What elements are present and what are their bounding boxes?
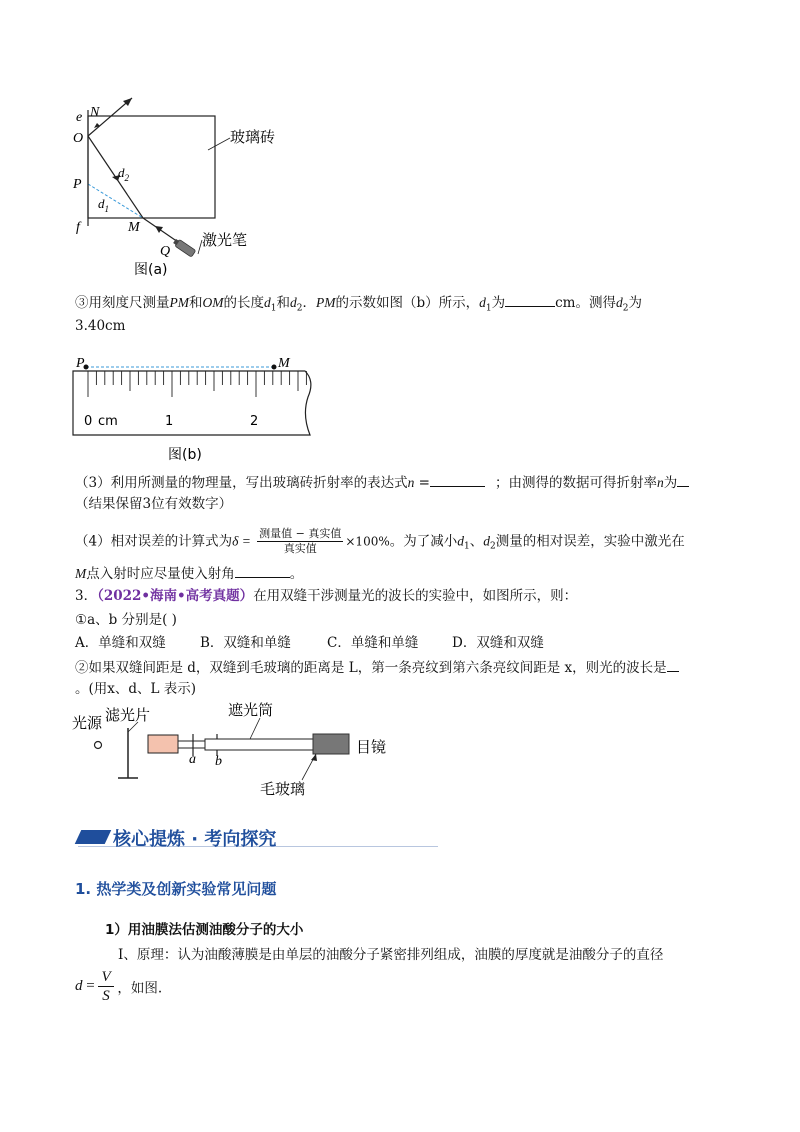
step3-line1: ③用刻度尺测量PM和OM的长度$d_1$和$d_2$．PM的示数如图（b）所示，$d_1$为 cm。测得$d_2$为 [75,292,642,319]
glass-leader [208,138,230,150]
heading-2: 1）用油膜法估测油酸分子的大小 [105,922,304,938]
section-bar [75,830,112,844]
light-source-icon [95,742,102,749]
label-o: O [73,131,84,146]
figure-a [60,90,320,280]
section-title: 核心提炼 · 考向探究 [113,829,277,850]
q3-sub-line2: （结果保留3位有效数字） [75,496,233,512]
answer-blank-n[interactable] [677,472,689,487]
tick-label-2: 2 [250,414,259,429]
answer-blank-d1[interactable] [505,292,555,307]
label-e: e [76,110,83,125]
point-m [272,365,277,370]
label-tube: 遮光筒 [228,701,274,719]
figure-c-double-slit [70,698,430,828]
laser-pen [172,238,196,257]
eyepiece-block [313,734,349,754]
formula-d: d = $\frac{V}{S}$ ，如图. [75,969,163,1004]
answer-blank-lambda[interactable] [667,657,679,672]
tube-leader [250,718,260,739]
laser-label: 激光笔 [202,231,248,249]
label-m: M [128,220,140,235]
q3-option-d[interactable]: D．双缝和双缝 [452,635,544,651]
label-f: f [76,220,80,235]
tick-label-1: 1 [165,414,174,429]
ray-qm-arrow [155,226,163,233]
q3-option-b[interactable]: B．双缝和单缝 [200,635,291,651]
label-p-b: P [76,356,85,371]
label-a: a [189,752,196,767]
ray-n-arrow [94,123,100,128]
label-glass: 毛玻璃 [260,780,306,798]
q3-item1: ①a、b 分别是( ) [75,612,177,628]
tick-label-cm: cm [98,414,118,429]
label-n: N [90,105,100,120]
heading-1: 1. 热学类及创新实验常见问题 [75,880,277,898]
fraction-denominator: 真实值 [283,542,317,555]
q4-sub-line1: （4）相对误差的计算式为δ = 测量值 − 真实值 真实值 ×100%。为了减小$d_1$、$d_2$测量的相对误差，实验中激光在 [75,527,685,555]
label-light-source: 光源 [72,714,103,732]
label-b: b [215,754,222,769]
principle-para: Ⅰ、原理：认为油酸薄膜是由单层的油酸分子紧密排列组成，油膜的厚度就是油酸分子的直径 [118,947,664,963]
label-d2: $d_2$ [118,165,129,183]
caption-b: 图(b) [168,447,202,463]
lens-block [148,735,178,753]
glass-arrow [311,754,317,761]
fraction-numerator: 测量值 − 真实值 [259,527,342,540]
label-d1: $d_1$ [98,196,109,214]
q3-source: （2022•海南•高考真题） [97,588,254,604]
answer-blank-angle[interactable] [235,563,290,578]
label-eyepiece: 目镜 [356,738,387,756]
formula-fraction: $\frac{V}{S}$ [98,968,113,1005]
glass-brick [88,116,215,218]
light-tube [205,739,315,750]
fraction [257,527,343,556]
dashed-pm [88,184,143,218]
caption-a: 图(a) [134,262,168,278]
glass-label: 玻璃砖 [230,128,276,146]
step3-line2: 3.40cm [75,318,126,334]
q3-option-c[interactable]: C．单缝和单缝 [327,635,419,651]
label-q: Q [160,244,171,259]
q3-item2-line2: 。(用x、d、L 表示) [75,681,197,697]
q3-item2: ②如果双缝间距是 d，双缝到毛玻璃的距离是 L，第一条亮纹到第六条亮纹间距是 x，则光的波长是 [75,657,679,678]
label-m-b: M [278,356,290,371]
q3-line1: 3．（2022•海南•高考真题）在用双缝干涉测量光的波长的实验中，如图所示，则： [75,588,578,604]
answer-blank-expression[interactable] [430,472,485,487]
q3-sub-line1: （3）利用所测量的物理量，写出玻璃砖折射率的表达式n = ；由测得的数据可得折射率n为 [75,472,689,493]
tick-label-0: 0 [84,414,93,429]
q4-sub-line2: M点入射时应尽量使入射角 。 [75,563,303,584]
label-p: P [73,177,82,192]
figure-b-ruler [70,355,320,465]
label-filter: 滤光片 [105,706,151,724]
q3-option-a[interactable]: A．单缝和双缝 [75,635,166,651]
